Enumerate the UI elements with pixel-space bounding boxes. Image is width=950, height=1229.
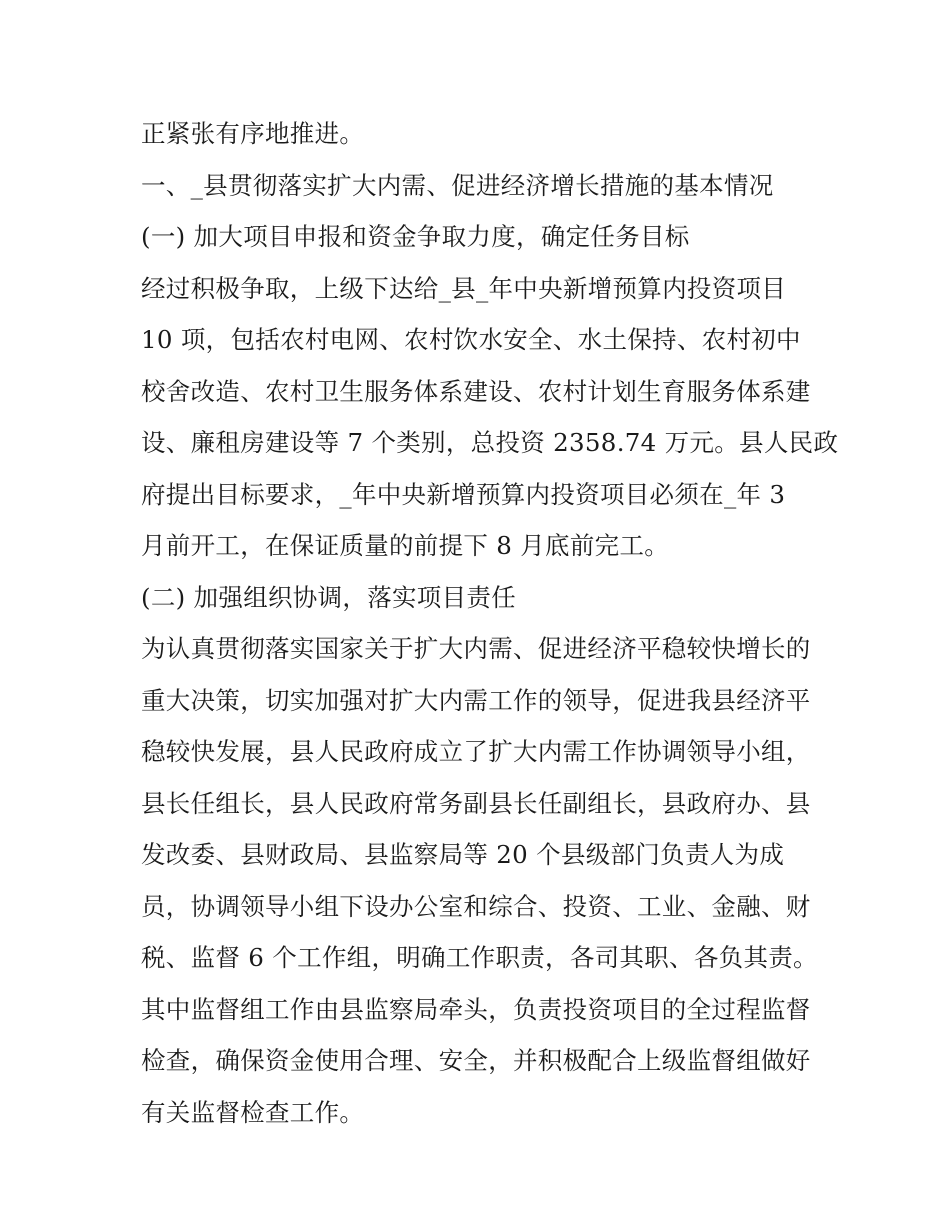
text-line: 重大决策，切实加强对扩大内需工作的领导，促进我县经济平 [141, 685, 811, 715]
text-line: 府提出目标要求，_年中央新增预算内投资项目必须在_年 3 [141, 479, 786, 509]
text-line: 设、廉租房建设等 7 个类别，总投资 2358.74 万元。县人民政 [141, 428, 839, 457]
text-line: 10 项，包括农村电网、农村饮水安全、水土保持、农村初中 [141, 325, 801, 354]
text-line: 检查，确保资金使用合理、安全，并积极配合上级监督组做好 [141, 1046, 811, 1075]
text-line: 发改委、县财政局、县监察局等 20 个县级部门负责人为成 [141, 840, 785, 869]
document-body [141, 108, 839, 1138]
text-line: 校舍改造、农村卫生服务体系建设、农村计划生育服务体系建 [141, 376, 811, 406]
text-line: 月前开工，在保证质量的前提下 8 月底前完工。 [141, 531, 670, 560]
text-line: 有关监督检查工作。 [141, 1097, 365, 1127]
text-line: 为认真贯彻落实国家关于扩大内需、促进经济平稳较快增长的 [141, 634, 811, 663]
text-line: 经过积极争取，上级下达给_县_年中央新增预算内投资项目 [141, 273, 787, 303]
subsection-heading: (二) 加强组织协调，落实项目责任 [141, 582, 517, 612]
text-line: 县长任组长，县人民政府常务副县长任副组长，县政府办、县 [141, 788, 811, 818]
text-line: 正紧张有序地推进。 [141, 119, 365, 148]
subsection-heading: (一) 加大项目申报和资金争取力度，确定任务目标 [141, 222, 690, 251]
text-line: 其中监督组工作由县监察局牵头，负责投资项目的全过程监督 [141, 994, 811, 1024]
text-line: 稳较快发展，县人民政府成立了扩大内需工作协调领导小组， [141, 737, 811, 766]
section-heading: 一、_县贯彻落实扩大内需、促进经济增长措施的基本情况 [141, 170, 774, 200]
text-line: 员，协调领导小组下设办公室和综合、投资、工业、金融、财 [141, 891, 811, 921]
text-line: 税、监督 6 个工作组，明确工作职责，各司其职、各负其责。 [141, 943, 818, 972]
